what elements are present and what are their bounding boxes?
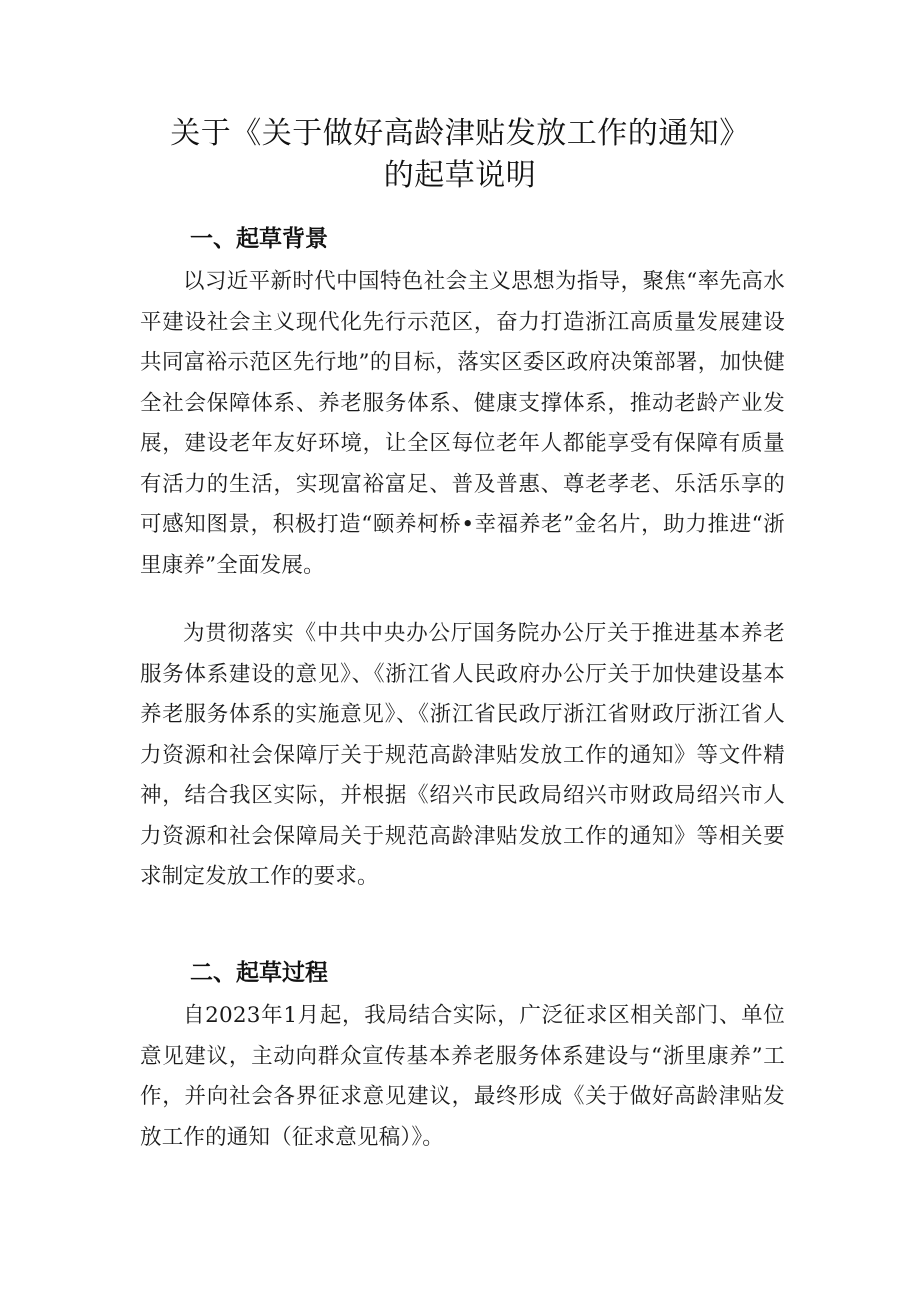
document-title-line-2: 的起草说明 bbox=[383, 158, 537, 193]
paragraph-process: 自2023年1月起，我局结合实际，广泛征求区相关部门、单位意见建议，主动向群众宣传基本养老服务体系建设与“浙里康养”工作，并向社会各界征求意见建议，最终形成《关于做好高龄津贴发放工作的通知（征求意见稿）》。 bbox=[140, 1003, 785, 1150]
paragraph-background-guidance: 以习近平新时代中国特色社会主义思想为指导，聚焦“率先高水平建设社会主义现代化先行示范区，奋力打造浙江高质量发展建设共同富裕示范区先行地”的目标，落实区委区政府决策部署，加快健全社会保障体系、养老服务体系、健康支撑体系，推动老龄产业发展，建设老年友好环境，让全区每位老年人都能享受有保障有质量有活力的生活，实现富裕富足、普及普惠、尊老孝老、乐活乐享的可感知图景，积极打造“颐养柯桥•幸福养老”金名片，助力推进“浙里康养”全面发展。 bbox=[140, 269, 785, 578]
section-heading-background: 一、起草背景 bbox=[190, 226, 328, 252]
section-heading-process: 二、起草过程 bbox=[190, 960, 328, 986]
document-title-line-1: 关于《关于做好高龄津贴发放工作的通知》 bbox=[170, 116, 750, 151]
paragraph-background-policy-basis: 为贯彻落实《中共中央办公厅国务院办公厅关于推进基本养老服务体系建设的意见》、《浙江省人民政府办公厅关于加快建设基本养老服务体系的实施意见》、《浙江省民政厅浙江省财政厅浙江省人力资源和社会保障厅关于规范高龄津贴发放工作的通知》等文件精神，结合我区实际，并根据《绍兴市民政局绍兴市财政局绍兴市人力资源和社会保障局关于规范高龄津贴发放工作的通知》等相关要求制定发放工作的要求。 bbox=[140, 621, 785, 889]
